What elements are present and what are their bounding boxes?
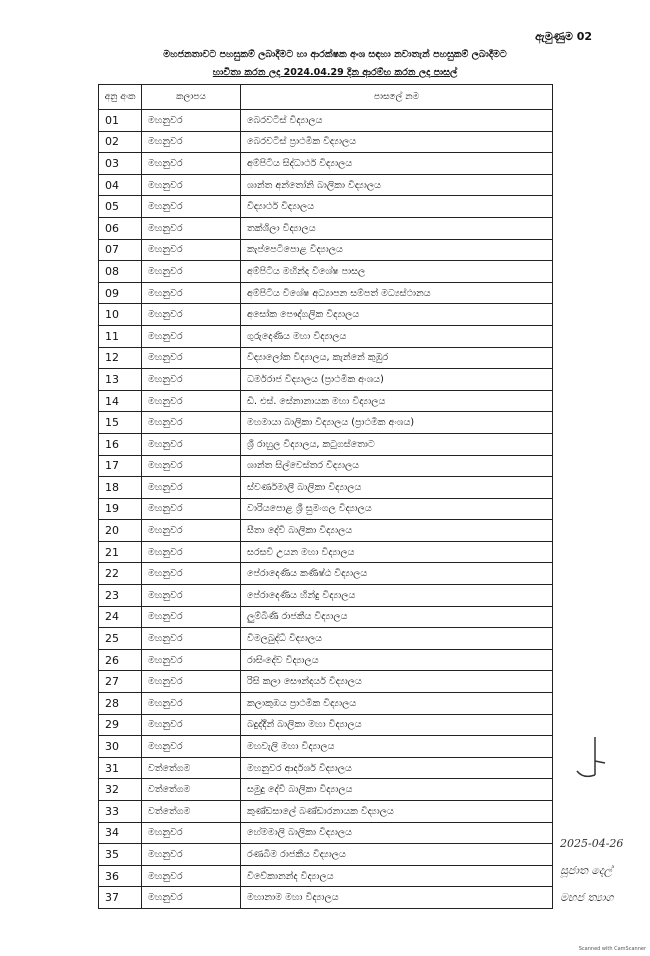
table-row <box>99 563 553 585</box>
row-school-name: ශාන්ත අන්තෝනි බාලිකා විද්‍යාලය <box>241 174 553 196</box>
row-school-name: අම්පිටිය මහින්ද විශේෂ පාසල <box>241 261 553 283</box>
row-school-name: මහවැලි මහා විද්‍යාලය <box>241 736 553 758</box>
row-school-name: මහානාම මහා විද්‍යාලය <box>241 887 553 909</box>
row-number: 31 <box>99 757 142 779</box>
row-zone: මහනුවර <box>142 325 241 347</box>
table-row <box>99 541 553 563</box>
handwritten-signature-block <box>560 830 650 911</box>
row-zone: මහනුවර <box>142 822 241 844</box>
row-school-name: විද්‍යාලෝක විද්‍යාලය, කැන්නේ කුඹුර <box>241 347 553 369</box>
row-school-name: වාරියපොළ ශ්‍රී සුමංගල විද්‍යාලය <box>241 498 553 520</box>
row-zone: මහනුවර <box>142 304 241 326</box>
row-zone: මහනුවර <box>142 347 241 369</box>
row-number: 25 <box>99 628 142 650</box>
table-row <box>99 412 553 434</box>
table-row <box>99 455 553 477</box>
table-row <box>99 304 553 326</box>
row-zone: මහනුවර <box>142 131 241 153</box>
table-row <box>99 217 553 239</box>
row-number: 02 <box>99 131 142 153</box>
row-number: 05 <box>99 196 142 218</box>
scanner-watermark: Scanned with CamScanner <box>578 946 646 952</box>
table-row <box>99 822 553 844</box>
row-number: 19 <box>99 498 142 520</box>
handwritten-line-2: සූජාත දෙල් <box>560 864 613 877</box>
row-number: 18 <box>99 477 142 499</box>
row-number: 28 <box>99 693 142 715</box>
table-row <box>99 779 553 801</box>
table-row <box>99 325 553 347</box>
row-number: 37 <box>99 887 142 909</box>
row-number: 04 <box>99 174 142 196</box>
row-school-name: ශාන්ත සිල්වෙස්තර විද්‍යාලය <box>241 455 553 477</box>
table-row <box>99 477 553 499</box>
row-zone: මහනුවර <box>142 887 241 909</box>
row-school-name: ස්වර්ණමාලී බාලිකා විද්‍යාලය <box>241 477 553 499</box>
row-number: 22 <box>99 563 142 585</box>
row-number: 09 <box>99 282 142 304</box>
row-school-name: සීතා දේවී බාලිකා විද්‍යාලය <box>241 520 553 542</box>
document-title <box>90 46 580 82</box>
table-row <box>99 736 553 758</box>
row-zone: වත්තේගම <box>142 779 241 801</box>
table-row <box>99 887 553 909</box>
row-number: 23 <box>99 585 142 607</box>
table-row <box>99 606 553 628</box>
row-zone: මහනුවර <box>142 412 241 434</box>
row-number: 29 <box>99 714 142 736</box>
row-number: 20 <box>99 520 142 542</box>
header-school: පාසලේ නම <box>241 85 553 110</box>
table-row <box>99 433 553 455</box>
table-row <box>99 498 553 520</box>
table-row <box>99 153 553 175</box>
row-zone: මහනුවර <box>142 671 241 693</box>
row-number: 06 <box>99 217 142 239</box>
row-zone: මහනුවර <box>142 844 241 866</box>
table-row <box>99 757 553 779</box>
row-zone: මහනුවර <box>142 649 241 671</box>
row-zone: මහනුවර <box>142 261 241 283</box>
row-school-name: සමුදු දේවී බාලිකා විද්‍යාලය <box>241 779 553 801</box>
row-number: 08 <box>99 261 142 283</box>
row-number: 34 <box>99 822 142 844</box>
row-number: 13 <box>99 369 142 391</box>
table-row <box>99 196 553 218</box>
table-row <box>99 369 553 391</box>
table-row <box>99 390 553 412</box>
table-row <box>99 714 553 736</box>
row-zone: මහනුවර <box>142 196 241 218</box>
title-line-2: භාවිතා කරන ලද 2024.04.29 දින ආරම්භ කරන ලද පාසල් <box>212 67 458 78</box>
table-row <box>99 520 553 542</box>
table-row <box>99 844 553 866</box>
row-zone: මහනුවර <box>142 865 241 887</box>
row-number: 17 <box>99 455 142 477</box>
row-number: 01 <box>99 110 142 132</box>
row-school-name: අම්පිටිය විශේෂ අධ්‍යාපන සම්පත් මධ්‍යස්ථානය <box>241 282 553 304</box>
table-row <box>99 671 553 693</box>
row-number: 11 <box>99 325 142 347</box>
row-school-name: ගුරුදෙණිය මහා විද්‍යාලය <box>241 325 553 347</box>
row-zone: මහනුවර <box>142 390 241 412</box>
row-number: 30 <box>99 736 142 758</box>
row-number: 12 <box>99 347 142 369</box>
row-number: 27 <box>99 671 142 693</box>
row-zone: මහනුවර <box>142 585 241 607</box>
row-number: 36 <box>99 865 142 887</box>
row-school-name: ධර්මරාජ විද්‍යාලය (ප්‍රාථමික අංශය) <box>241 369 553 391</box>
row-school-name: බදුද්දීන් බාලිකා මහා විද්‍යාලය <box>241 714 553 736</box>
table-row <box>99 239 553 261</box>
header-number: අනු අංක <box>99 85 142 110</box>
row-zone: මහනුවර <box>142 174 241 196</box>
row-school-name: කුණ්ඩසාලේ බණ්ඩාරනායක විද්‍යාලය <box>241 801 553 823</box>
handwritten-date: 2025-04-26 <box>560 837 624 850</box>
row-number: 10 <box>99 304 142 326</box>
table-header-row <box>99 85 553 110</box>
row-school-name: තක්ශිලා විද්‍යාලය <box>241 217 553 239</box>
row-school-name: කලාකුඹය ප්‍රාථමික විද්‍යාලය <box>241 693 553 715</box>
row-school-name: ඩී. එස්. සේනානායක මහා විද්‍යාලය <box>241 390 553 412</box>
row-zone: වත්තේගම <box>142 801 241 823</box>
row-school-name: අසෝක පෞද්ගලික විද්‍යාලය <box>241 304 553 326</box>
row-school-name: පේරාදෙණිය කණිෂ්ඨ විද්‍යාලය <box>241 563 553 585</box>
row-number: 26 <box>99 649 142 671</box>
table-row <box>99 261 553 283</box>
row-school-name: මහනුවර ආර්දර්ශ විද්‍යාලය <box>241 757 553 779</box>
row-school-name: කැප්පෙටිපොළ විද්‍යාලය <box>241 239 553 261</box>
signature-mark <box>575 735 615 789</box>
row-number: 24 <box>99 606 142 628</box>
row-school-name: සරසවි උයන මහා විද්‍යාලය <box>241 541 553 563</box>
row-number: 15 <box>99 412 142 434</box>
row-zone: මහනුවර <box>142 110 241 132</box>
annex-label: ඇමුණුම 02 <box>535 30 592 43</box>
row-number: 14 <box>99 390 142 412</box>
row-number: 33 <box>99 801 142 823</box>
row-zone: මහනුවර <box>142 282 241 304</box>
row-school-name: රිසි කලා සෞන්දර්ය විද්‍යාලය <box>241 671 553 693</box>
row-school-name: ලුම්බිණි රාජකීය විද්‍යාලය <box>241 606 553 628</box>
row-school-name: ශ්‍රී රාහුල විද්‍යාලය, කටුගස්තොට <box>241 433 553 455</box>
table-row <box>99 174 553 196</box>
row-zone: මහනුවර <box>142 217 241 239</box>
row-school-name: විමලබුද්ධි විද්‍යාලය <box>241 628 553 650</box>
table-row <box>99 347 553 369</box>
row-school-name: හේමමාලි බාලිකා විද්‍යාලය <box>241 822 553 844</box>
table-row <box>99 649 553 671</box>
row-school-name: බෙරවටිස් විද්‍යාලය <box>241 110 553 132</box>
row-zone: මහනුවර <box>142 606 241 628</box>
row-number: 35 <box>99 844 142 866</box>
row-number: 21 <box>99 541 142 563</box>
row-zone: මහනුවර <box>142 477 241 499</box>
row-school-name: රණබිම රාජකීය විද්‍යාලය <box>241 844 553 866</box>
row-zone: මහනුවර <box>142 433 241 455</box>
row-zone: මහනුවර <box>142 498 241 520</box>
table-row <box>99 693 553 715</box>
row-zone: මහනුවර <box>142 455 241 477</box>
row-school-name: බෙරවටිස් ප්‍රාථමික විද්‍යාලය <box>241 131 553 153</box>
row-zone: වත්තේගම <box>142 757 241 779</box>
table-row <box>99 110 553 132</box>
row-zone: මහනුවර <box>142 153 241 175</box>
row-school-name: පේරාදෙණිය හින්දු විද්‍යාලය <box>241 585 553 607</box>
table-row <box>99 801 553 823</box>
row-school-name: අම්පිටිය සිද්ධාර්ථ විද්‍යාලය <box>241 153 553 175</box>
row-zone: මහනුවර <box>142 693 241 715</box>
row-school-name: විද්‍යාර්ථ විද්‍යාලය <box>241 196 553 218</box>
row-zone: මහනුවර <box>142 541 241 563</box>
row-number: 07 <box>99 239 142 261</box>
table-row <box>99 282 553 304</box>
row-zone: මහනුවර <box>142 563 241 585</box>
row-zone: මහනුවර <box>142 628 241 650</box>
title-line-1: මහජනතාවට පහසුකම් ලබාදීමට හා ආරක්ෂක අංශ සඳහා නවාතැන් පහසුකම් ලබාදීමට <box>163 49 507 60</box>
table-row <box>99 131 553 153</box>
table-row <box>99 628 553 650</box>
row-number: 03 <box>99 153 142 175</box>
row-zone: මහනුවර <box>142 520 241 542</box>
table-row <box>99 865 553 887</box>
row-zone: මහනුවර <box>142 714 241 736</box>
row-number: 16 <box>99 433 142 455</box>
schools-table <box>98 84 553 909</box>
row-school-name: මහමායා බාලිකා විද්‍යාලය (ප්‍රාථමික අංශය) <box>241 412 553 434</box>
row-zone: මහනුවර <box>142 369 241 391</box>
handwritten-line-3: මහජ ත්‍යාග <box>560 891 614 904</box>
row-zone: මහනුවර <box>142 736 241 758</box>
row-school-name: විවේකානන්ද විද්‍යාලය <box>241 865 553 887</box>
row-school-name: රාසිංදේව විද්‍යාලය <box>241 649 553 671</box>
row-zone: මහනුවර <box>142 239 241 261</box>
row-number: 32 <box>99 779 142 801</box>
header-zone: කලාපය <box>142 85 241 110</box>
table-row <box>99 585 553 607</box>
